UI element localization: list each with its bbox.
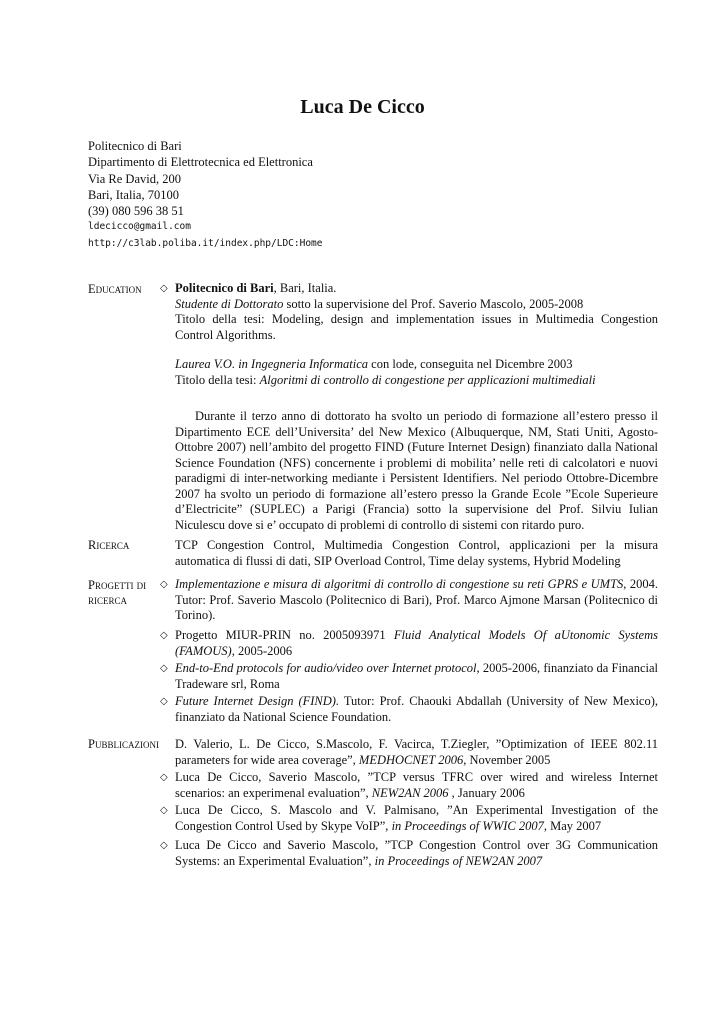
section-heading-pubblicazioni: Pubblicazioni — [88, 737, 159, 751]
progetti-item: ◇ Progetto MIUR-PRIN no. 2005093971 Fluid Analytical Models Of aUtonomic Systems (FAMOUS), 2005-2006 — [160, 628, 658, 658]
address-line: Politecnico di Bari — [88, 139, 182, 153]
diamond-bullet-icon: ◇ — [160, 772, 168, 783]
section-heading-ricerca: Ricerca — [88, 538, 130, 552]
email-address[interactable]: ldecicco@gmail.com — [88, 221, 191, 233]
publication-item: D. Valerio, L. De Cicco, S.Mascolo, F. Vacirca, T.Ziegler, ”Optimization of IEEE 802.11 parameters for wide area coverage”, MEDHOCNET 2006, November 2005 — [175, 737, 658, 767]
diamond-bullet-icon: ◇ — [160, 630, 168, 641]
publication-item: ◇ Luca De Cicco and Saverio Mascolo, ”TCP Congestion Control over 3G Communication Systems: an Experimental Evaluation”, in Proceedings of NEW2AN 2007 — [160, 838, 658, 868]
phd-title: Studente di Dottorato — [175, 296, 284, 311]
diamond-bullet-icon: ◇ — [160, 840, 168, 851]
diamond-bullet-icon: ◇ — [160, 663, 168, 674]
laurea-thesis: Algoritmi di controllo di congestione per applicazioni multimediali — [259, 372, 596, 387]
address-block — [88, 138, 323, 252]
laurea-title: Laurea V.O. in Ingegneria Informatica — [175, 357, 369, 371]
institution-name: Politecnico di Bari — [175, 281, 274, 295]
progetti-item: ◇ Implementazione e misura di algoritmi di controllo di congestione su reti GPRS e UMTS, 2004. Tutor: Prof. Saverio Mascolo (Politecnico di Bari), Prof. Marco Ajmone Marsan (Politecnico di Torino). — [160, 577, 658, 622]
education-entry: ◇ Politecnico di Bari, Bari, Italia. Studente di Dottorato sotto la supervisione del Prof. Saverio Mascolo, 2005-2008 Titolo della tesi: Modeling, design and implementation issues in Multimedia Congestion Control Algorithms. Laurea V.O. in Ingegneria Informatica con lode, conseguita nel Dicembre 2003 Titolo della tesi: Algoritmi di controllo di congestione per applicazioni multimediali — [160, 281, 658, 387]
homepage-url[interactable]: http://c3lab.poliba.it/index.php/LDC:Home — [88, 237, 323, 249]
cv-name: Luca De Cicco — [300, 96, 425, 118]
progetti-item: ◇ Future Internet Design (FIND). Tutor: Prof. Chaouki Abdallah (University of New Mexico), finanziato da National Science Foundation. — [160, 694, 659, 724]
ricerca-text: TCP Congestion Control, Multimedia Congestion Control, applicazioni per la misura automatica di flussi di dati, SIP Overload Control, Time delay systems, Hybrid Modeling — [175, 538, 658, 568]
publication-item: ◇ Luca De Cicco, Saverio Mascolo, ”TCP versus TFRC over wired and wireless Internet scenarios: an experimenal evaluation”, NEW2AN 2006 , January 2006 — [160, 770, 658, 800]
diamond-bullet-icon: ◇ — [160, 283, 168, 294]
publication-item: ◇ Luca De Cicco, S. Mascolo and V. Palmisano, ”An Experimental Investigation of the Congestion Control Used by Skype VoIP”, in Proceedings of WWIC 2007, May 2007 — [160, 803, 658, 833]
education-paragraph: Durante il terzo anno di dottorato ha svolto un periodo di formazione all’estero presso il Dipartimento ECE dell’Universita’ del New Mexico (Albuquerque, NM, Stati Uniti, Agosto-Ottobre 2007) nell’ambito del progetto FIND (Future Internet Design) finanziato dalla National Science Foundation (NFS) concernente i problemi di mobilita’ nelle reti di calcolatori e nuovi paradigmi di inter-networking mediante i Persistent Identifiers. Nel periodo Ottobre-Dicembre 2007 ha svolto un periodo di formazione all’estero presso la Grande Ecole ”Ecole Superieure d’Electricite” (SUPLEC) a Parigi (Francia) sotto la supervisione del Prof. Silviu Iulian Niculescu dove si e’ occupato di problemi di controllo di sistemi con ritardo puro. — [175, 409, 658, 532]
section-heading-education: Education — [88, 282, 142, 296]
diamond-bullet-icon: ◇ — [160, 805, 168, 816]
address-line: Via Re David, 200 — [88, 171, 181, 186]
address-line: Bari, Italia, 70100 — [88, 187, 179, 202]
phone-number: (39) 080 596 38 51 — [88, 204, 184, 219]
phd-thesis: Titolo della tesi: Modeling, design and implementation issues in Multimedia Congestion Control Algorithms. — [175, 312, 658, 342]
diamond-bullet-icon: ◇ — [160, 579, 168, 590]
address-line: Dipartimento di Elettrotecnica ed Elettronica — [88, 155, 313, 170]
diamond-bullet-icon: ◇ — [160, 696, 168, 707]
section-heading-progetti: Progetti di ricerca — [88, 578, 147, 607]
progetti-item: ◇ End-to-End protocols for audio/video over Internet protocol, 2005-2006, finanziato da Financial Tradeware srl, Roma — [160, 661, 659, 691]
